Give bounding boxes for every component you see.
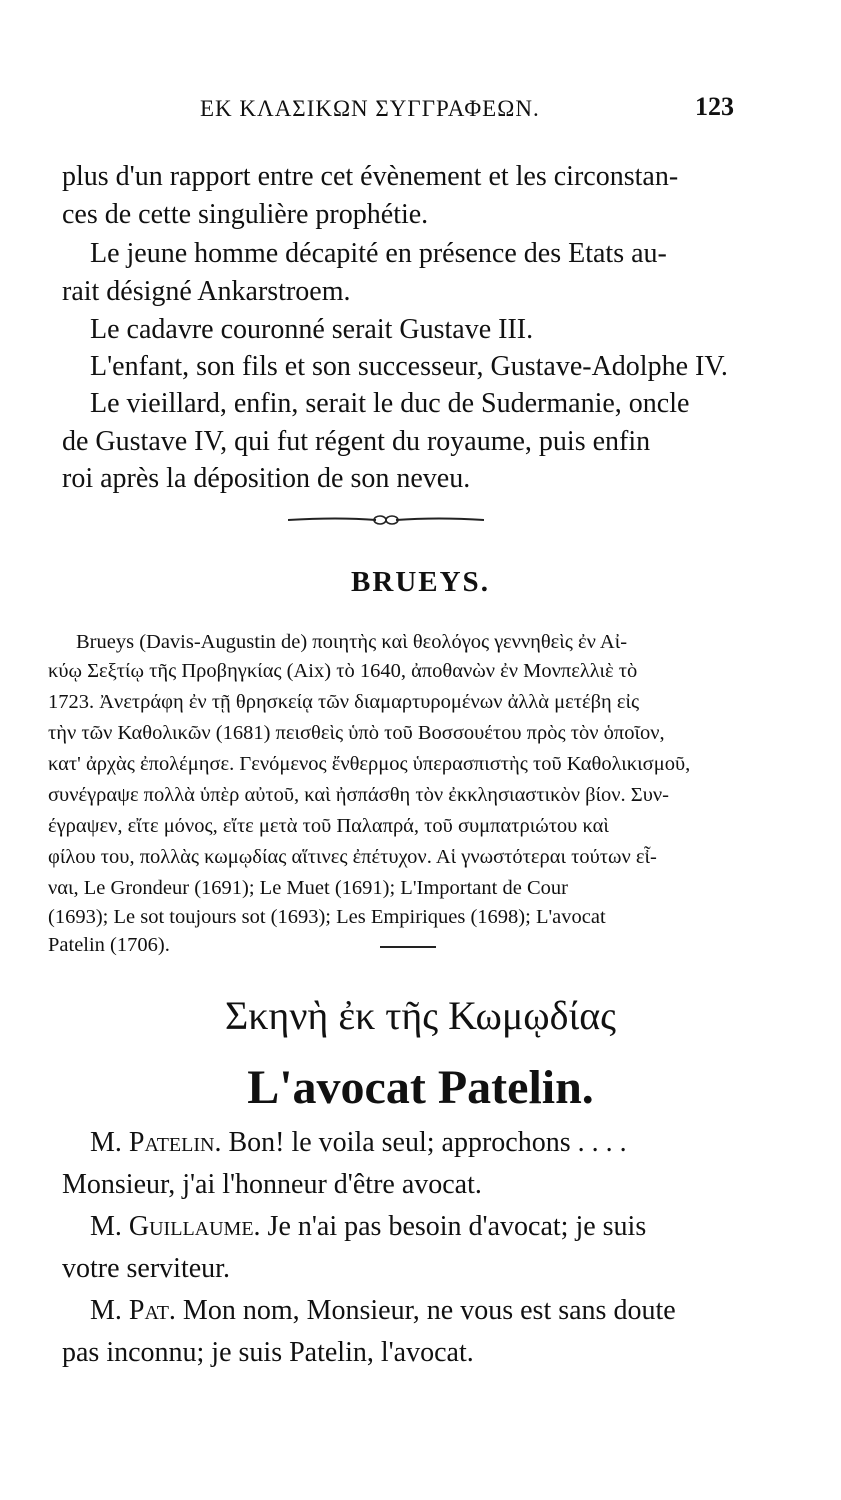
dialogue-text: Mon nom, Monsieur, ne vous est sans doute — [175, 1295, 676, 1326]
running-header — [200, 92, 740, 132]
page-number: 123 — [695, 92, 734, 121]
speaker-name: M. Patelin. — [90, 1127, 222, 1158]
bio-line: κύῳ Σεξτίῳ τῆς Προβηγκίας (Aix) τὸ 1640, ἀποθανὼν ἐν Μονπελλιὲ τὸ — [48, 660, 638, 682]
section-divider — [380, 946, 436, 948]
bio-line: ναι, Le Grondeur (1691); Le Muet (1691); L'Important de Cour — [48, 877, 568, 899]
dialogue-line — [62, 1168, 482, 1202]
bio-line: (1693); Le sot toujours sot (1693); Les Empiriques (1698); L'avocat — [48, 906, 606, 928]
bio-line: 1723. Ἀνετράφη ἐν τῇ θρησκείᾳ τῶν διαμαρτυρομένων ἀλλὰ μετέβη εἰς — [48, 691, 640, 713]
text-line: Le cadavre couronné serait Gustave III. — [90, 314, 534, 345]
dialogue-text: Bon! le voila seul; approchons . . . . — [221, 1127, 627, 1158]
text-line: Le jeune homme décapité en présence des Etats au- — [90, 238, 667, 269]
text-line: ces de cette singulière prophétie. — [62, 199, 429, 230]
bio-line: Patelin (1706). — [48, 934, 170, 956]
dialogue-line — [90, 1126, 627, 1160]
text-line: de Gustave IV, qui fut régent du royaume, puis enfin — [62, 426, 651, 457]
bio-line: Brueys (Davis-Augustin de) ποιητὴς καὶ θεολόγος γεννηθεὶς ἐν Αἰ- — [76, 631, 628, 653]
dialogue-text: Monsieur, j'ai l'honneur d'être avocat. — [62, 1169, 482, 1200]
dialogue-line — [90, 1210, 646, 1244]
bio-line: φίλου του, πολλὰς κωμῳδίας αἵτινες ἐπέτυχον. Αἱ γνωστότεραι τούτων εἶ- — [48, 846, 657, 868]
bio-line: έγραψεν, εἴτε μόνος, εἴτε μετὰ τοῦ Παλαπρά, τοῦ συμπατριώτου καὶ — [48, 815, 609, 837]
dialogue-line — [62, 1336, 474, 1370]
speaker-name: M. Pat. — [90, 1295, 176, 1326]
play-title: L'avocat Patelin. — [247, 1061, 594, 1114]
text-line: rait désigné Ankarstroem. — [62, 276, 351, 307]
text-line: plus d'un rapport entre cet évènement et les circonstan- — [62, 161, 679, 192]
author-heading: BRUEYS. — [351, 566, 490, 598]
bio-line: τὴν τῶν Καθολικῶν (1681) πεισθεὶς ὑπὸ τοῦ Βοσσουέτου πρὸς τὸν ὁποῖον, — [48, 722, 665, 744]
dialogue-line — [90, 1294, 676, 1328]
dialogue-text: Je n'ai pas besoin d'avocat; je suis — [260, 1211, 647, 1242]
dialogue-text: pas inconnu; je suis Patelin, l'avocat. — [62, 1337, 474, 1368]
dialogue-text: votre serviteur. — [62, 1253, 230, 1284]
ornamental-divider — [288, 508, 484, 532]
running-header-title: ΕΚ ΚΛΑΣΙΚΩΝ ΣΥΓΓΡΑΦΕΩΝ. — [200, 96, 540, 121]
dialogue-line — [62, 1252, 230, 1286]
speaker-name: M. Guillaume. — [90, 1211, 261, 1242]
text-line: roi après la déposition de son neveu. — [62, 463, 471, 494]
text-line: Le vieillard, enfin, serait le duc de Sudermanie, oncle — [90, 388, 690, 419]
bio-line: κατ' ἀρχὰς ἐπολέμησε. Γενόμενος ἔνθερμος ὑπερασπιστὴς τοῦ Καθολικισμοῦ, — [48, 753, 691, 775]
text-line: L'enfant, son fils et son successeur, Gustave-Adolphe IV. — [90, 351, 728, 382]
scene-heading: Σκηνὴ ἐκ τῆς Κωμῳδίας — [224, 993, 617, 1038]
bio-line: συνέγραψε πολλὰ ὑπὲρ αὐτοῦ, καὶ ἠσπάσθη τὸν ἐκκλησιαστικὸν βίον. Συν- — [48, 784, 669, 806]
